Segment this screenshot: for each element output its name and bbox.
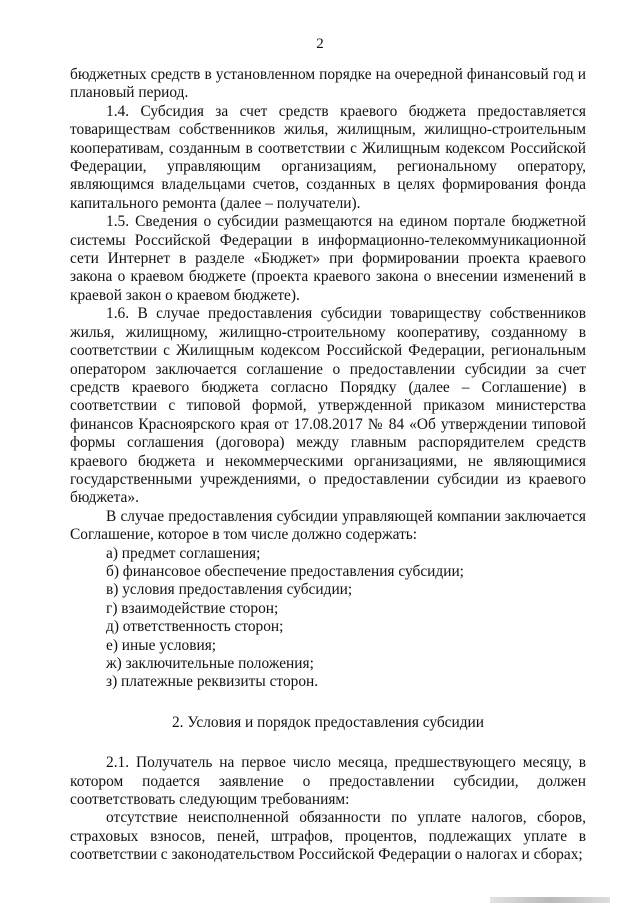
paragraph-taxes: отсутствие неисполненной обязанности по уплате налогов, сборов, страховых взносов, пеней, штрафов, процентов, подлежащих уплате в соответствии с законодательством Российской Федерации о налогах и сборах; [70,809,586,864]
section-2-heading: 2. Условия и порядок предоставления субсидии [171,713,485,731]
scan-edge-mark [490,897,610,903]
paragraph-1-6: 1.6. В случае предоставления субсидии товариществу собственников жилья, жилищному, жилищно-строительному кооперативу, созданному в соответствии с Жилищным кодексом Российской Федерации, региональным оператором заключается соглашение о предоставлении субсидии за счет средств краевого бюджета согласно Порядку (далее – Соглашение) в соответствии с типовой формой, утвержденной приказом министерства финансов Красноярского края от 17.08.2017 № 84 «Об утверждении типовой формы соглашения (договора) между главным распорядителем средств краевого бюджета и некоммерческими организациями, не являющимися государственными учреждениями, о предоставлении субсидии из краевого бюджета». [70,305,586,507]
paragraph-1-5: 1.5. Сведения о субсидии размещаются на едином портале бюджетной системы Российской Федерации в информационно-телекоммуникационной сети Интернет в разделе «Бюджет» при формировании проекта краевого закона о краевом бюджете (проекта краевого закона о внесении изменений в краевой закон о краевом бюджете). [70,213,586,304]
list-item: д) ответственность сторон; [106,618,284,636]
list-item: г) взаимодействие сторон; [106,599,279,617]
list-item: з) платежные реквизиты сторон. [106,673,319,691]
paragraph-management-company: В случае предоставления субсидии управляющей компании заключается Соглашение, которое в том числе должно содержать: [70,507,586,544]
list-item: а) предмет соглашения; [106,544,261,562]
list-item: ж) заключительные положения; [106,655,314,672]
paragraph-continuation: бюджетных средств в установленном порядке на очередной финансовый год и плановый период. [70,66,586,102]
document-body [70,66,586,865]
list-item: б) финансовое обеспечение предоставления субсидии; [106,562,464,580]
paragraph-1-4: 1.4. Субсидия за счет средств краевого бюджета предоставляется товариществам собственников жилья, жилищным, жилищно-строительным кооперативам, созданным в соответствии с Жилищным кодексом Российской Федерации, управляющим организациям, региональному оператору, являющимся владельцами счетов, созданных в целях формирования фонда капитального ремонта (далее – получатели). [70,102,586,212]
page-number: 2 [316,36,324,52]
paragraph-2-1: 2.1. Получатель на первое число месяца, предшествующего месяцу, в котором подается заявление о предоставлении субсидии, должен соответствовать следующим требованиям: [70,754,586,809]
list-item: в) условия предоставления субсидии; [106,581,353,599]
agreement-items-list [70,545,586,692]
list-item: е) иные условия; [106,636,217,654]
